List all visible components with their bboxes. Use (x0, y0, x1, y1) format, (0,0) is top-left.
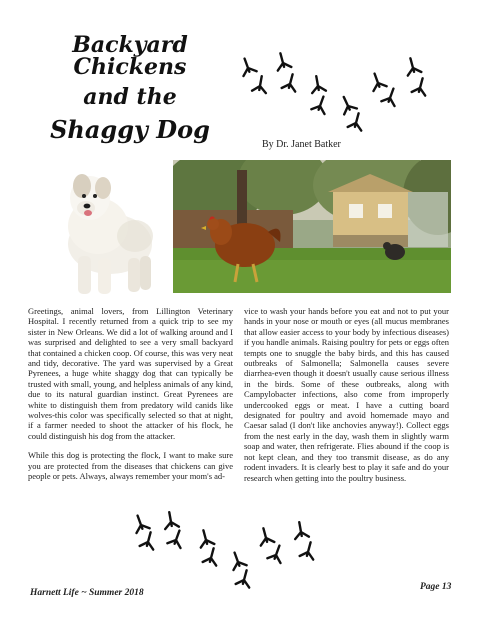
footer-page-number: Page 13 (420, 582, 452, 592)
chicken-tracks-top (238, 48, 438, 138)
article-title (30, 34, 230, 142)
body-paragraph: While this dog is protecting the flock, I want to make sure you are protected from the diseases that chickens can give people or pets. Always, always remember your mom's ad- (28, 450, 233, 482)
title-line-3: Shaggy Dog (50, 115, 210, 144)
title-line-1: Backyard Chickens (72, 32, 188, 80)
chicken-tracks-bottom (126, 510, 326, 590)
body-paragraph: vice to wash your hands before you eat and not to put your hands in your nose or mouth or eyes (all mucus membranes that allow easier access to your body by infectious diseases) if you handle animals. Raising poultry for pets or eggs often tempts one to snuggle the baby birds, and this has caused outbreaks of Salmonella; Salmonella causes severe diarrhea-even though it doesn't usually cause serious illness in the birds. Some of these outbreaks, along with Campylobacter infections, also come from improperly undercooked eggs or meat. I have a cutting board designated for poultry and avoid homemade mayo and Caesar salad (I don't like anchovies anyway!). Collect eggs from the nest early in the day, wash them in slightly warm soap and water, then refrigerate. Flies abound if the coop is not kept clean, and they too transmit disease, as do any rodent invaders. It is clearly best to play it safe and do your research when getting into the poultry business. (244, 306, 449, 483)
article-column-left (28, 306, 233, 491)
dog-photo (40, 166, 165, 298)
body-paragraph: Greetings, animal lovers, from Lillington Veterinary Hospital. I recently returned from a quick trip to see my sister in New Orleans. We did a lot of walking around and I was surprised and delighted to see a very small backyard that contained a chicken coop. Of course, this was very neat and tidy, decorative. The yard was supervised by a Great Pyrenees, a huge white shaggy dog that can typically be trusted with small, young, and helpless animals of any kind, due to its natural guardian instinct. Great Pyrenees are white to distinguish them from predatory wild canids like wolves-this color was specifically selected so that at night, if a farmer needed to shoot the attacker of his flock, he could distinguish his dog from the attacker. (28, 306, 233, 441)
article-column-right (244, 306, 449, 492)
chicken-coop-photo (173, 160, 451, 293)
footer-publication: Harnett Life ~ Summer 2018 (30, 588, 144, 598)
byline: By Dr. Janet Batker (262, 139, 341, 150)
title-line-2: and the (83, 84, 177, 110)
